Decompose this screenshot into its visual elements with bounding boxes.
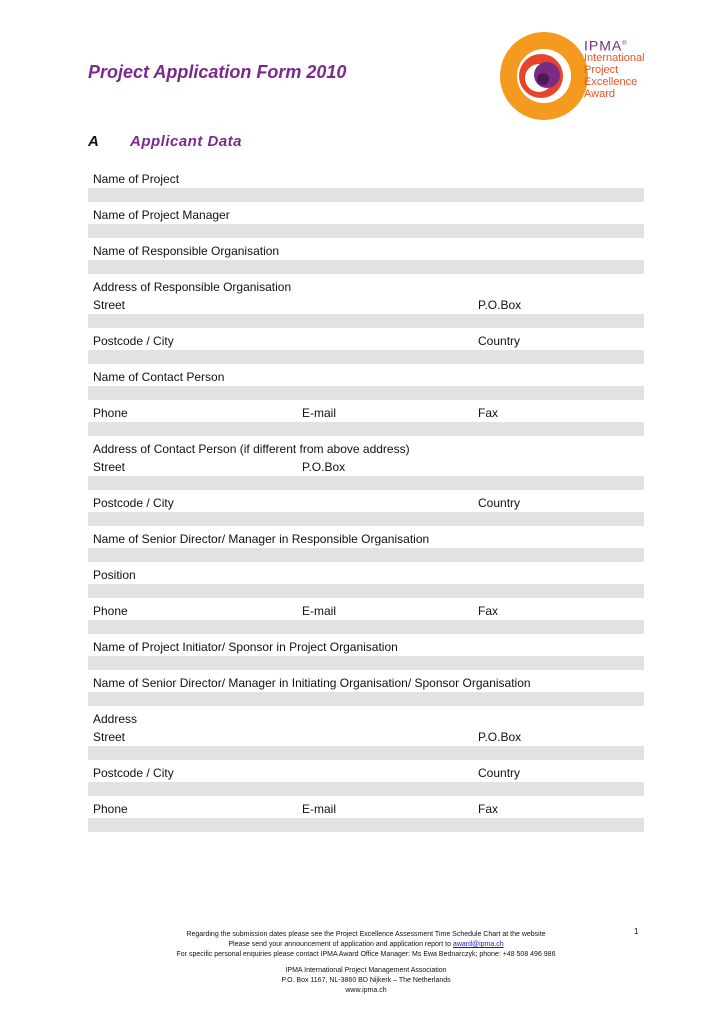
input-field[interactable] bbox=[88, 782, 644, 796]
input-field[interactable] bbox=[88, 656, 644, 670]
field-label: Country bbox=[478, 766, 521, 780]
form-row bbox=[88, 530, 644, 548]
input-field[interactable] bbox=[88, 386, 644, 400]
logo-dark-dot bbox=[537, 73, 549, 85]
input-field[interactable] bbox=[88, 260, 644, 274]
input-field[interactable] bbox=[88, 818, 644, 832]
field-label: E-mail bbox=[302, 802, 337, 816]
section-heading bbox=[88, 133, 243, 150]
field-label: Phone bbox=[93, 406, 128, 420]
field-label: Postcode / City bbox=[93, 334, 174, 348]
field-label: P.O.Box bbox=[478, 730, 522, 744]
logo-brand: IPMA bbox=[584, 37, 623, 54]
form-row bbox=[88, 368, 644, 386]
footer-line-dates: Regarding the submission dates please see the Project Excellence Assessment Time Schedule Chart at the website bbox=[186, 931, 546, 938]
input-field[interactable] bbox=[88, 188, 644, 202]
form-row bbox=[88, 728, 644, 746]
section-title: Applicant Data bbox=[130, 133, 243, 150]
input-field[interactable] bbox=[88, 548, 644, 562]
input-field[interactable] bbox=[88, 512, 644, 526]
form-row bbox=[88, 278, 644, 296]
form-row bbox=[88, 710, 644, 728]
form-title: Project Application Form 2010 bbox=[88, 62, 347, 82]
form-row bbox=[88, 440, 644, 458]
field-label: Fax bbox=[478, 406, 499, 420]
field-label: Fax bbox=[478, 802, 499, 816]
field-label: Phone bbox=[93, 802, 128, 816]
field-label: Country bbox=[478, 496, 521, 510]
field-label: P.O.Box bbox=[478, 298, 522, 312]
field-label: E-mail bbox=[302, 406, 337, 420]
input-field[interactable] bbox=[88, 746, 644, 760]
footer-assoc-name: IPMA International Project Management Association bbox=[285, 967, 447, 974]
field-label: Name of Project Initiator/ Sponsor in Project Organisation bbox=[93, 640, 398, 654]
form-row bbox=[88, 332, 644, 350]
input-field[interactable] bbox=[88, 314, 644, 328]
form-row bbox=[88, 242, 644, 260]
field-label: Fax bbox=[478, 604, 499, 618]
form-row bbox=[88, 206, 644, 224]
form-row bbox=[88, 566, 644, 584]
form-row bbox=[88, 800, 644, 818]
field-label: Name of Senior Director/ Manager in Initiating Organisation/ Sponsor Organisation bbox=[93, 676, 531, 690]
form-row bbox=[88, 296, 644, 314]
form-row bbox=[88, 602, 644, 620]
field-label: Country bbox=[478, 334, 521, 348]
field-label: Street bbox=[93, 298, 126, 312]
form-row bbox=[88, 764, 644, 782]
field-label: Name of Contact Person bbox=[93, 370, 225, 384]
applicant-data-form bbox=[88, 170, 644, 836]
form-row bbox=[88, 404, 644, 422]
input-field[interactable] bbox=[88, 620, 644, 634]
footer-website: www.ipma.ch bbox=[345, 987, 387, 994]
field-label: Address of Contact Person (if different from above address) bbox=[93, 442, 410, 456]
field-label: Name of Project bbox=[93, 172, 180, 186]
section-letter: A bbox=[88, 133, 99, 150]
form-row bbox=[88, 638, 644, 656]
input-field[interactable] bbox=[88, 476, 644, 490]
field-label: Name of Project Manager bbox=[93, 208, 230, 222]
input-field[interactable] bbox=[88, 422, 644, 436]
logo-line: Award bbox=[584, 87, 615, 100]
logo-line: Excellence bbox=[584, 75, 638, 88]
input-field[interactable] bbox=[88, 224, 644, 238]
field-label: Postcode / City bbox=[93, 496, 174, 510]
form-row bbox=[88, 494, 644, 512]
footer bbox=[88, 930, 644, 996]
input-field[interactable] bbox=[88, 692, 644, 706]
logo-line: Project bbox=[584, 63, 619, 76]
footer-line-contact: For specific personal enquiries please contact IPMA Award Office Manager: Ms Ewa Bednarczyk; phone: +48 508 496 986 bbox=[176, 951, 556, 958]
logo-text bbox=[584, 38, 645, 100]
footer-line-send bbox=[88, 940, 644, 950]
field-label: E-mail bbox=[302, 604, 337, 618]
page-number: 1 bbox=[634, 927, 639, 936]
form-row bbox=[88, 170, 644, 188]
field-label: Street bbox=[93, 460, 126, 474]
field-label: Postcode / City bbox=[93, 766, 174, 780]
field-label: P.O.Box bbox=[302, 460, 346, 474]
form-row bbox=[88, 458, 644, 476]
logo-line: International bbox=[584, 51, 645, 64]
form-row bbox=[88, 674, 644, 692]
field-label: Name of Responsible Organisation bbox=[93, 244, 280, 258]
footer-assoc-address: P.O. Box 1167, NL-3860 BD Nijkerk – The Netherlands bbox=[281, 977, 451, 984]
field-label: Address of Responsible Organisation bbox=[93, 280, 292, 294]
input-field[interactable] bbox=[88, 350, 644, 364]
field-label: Name of Senior Director/ Manager in Responsible Organisation bbox=[93, 532, 430, 546]
email-link[interactable]: award@ipma.ch bbox=[452, 941, 504, 948]
logo-superscript: ® bbox=[622, 41, 628, 47]
footer-send-text: Please send your announcement of application and application report to bbox=[228, 941, 453, 948]
field-label: Position bbox=[93, 568, 136, 582]
field-label: Street bbox=[93, 730, 126, 744]
input-field[interactable] bbox=[88, 584, 644, 598]
field-label: Phone bbox=[93, 604, 128, 618]
field-label: Address bbox=[93, 712, 138, 726]
